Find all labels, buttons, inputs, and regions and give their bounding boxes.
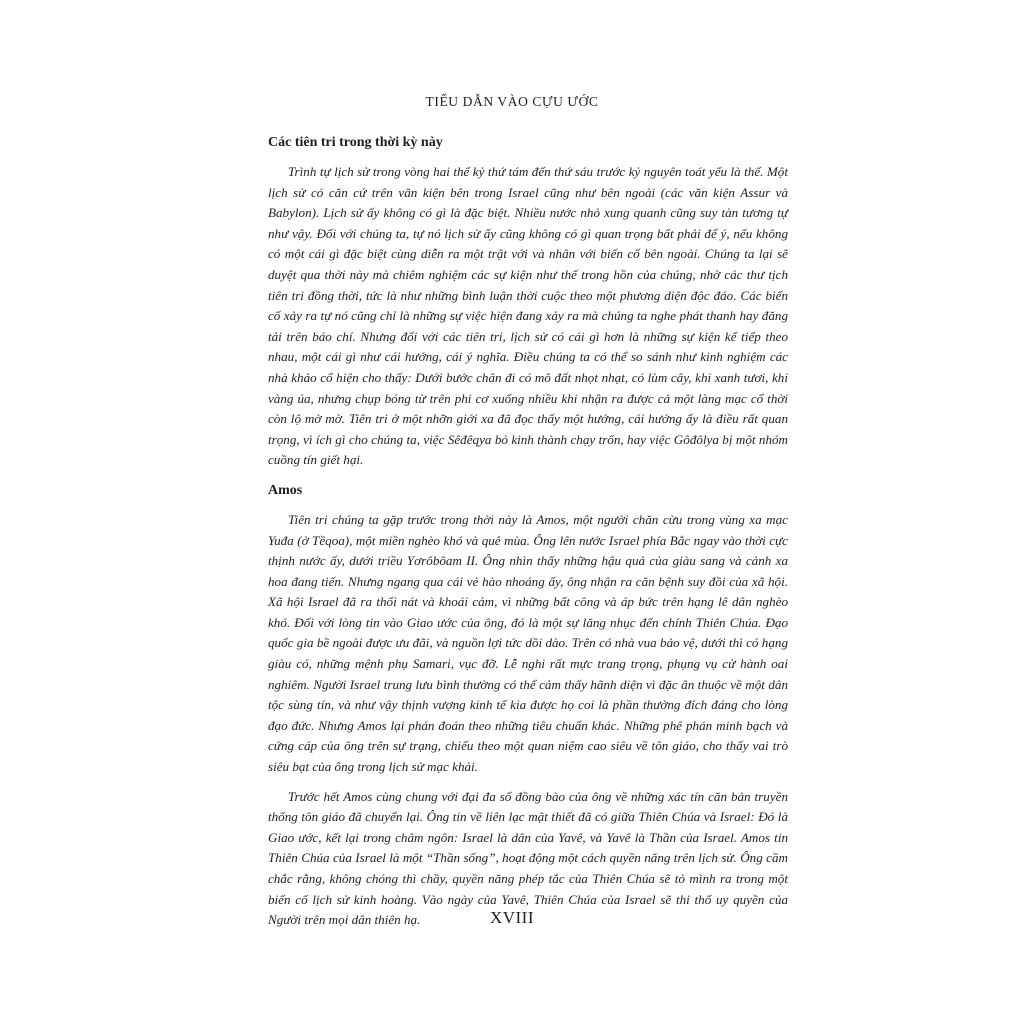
paragraph-amos-1: Tiên tri chúng ta gặp trước trong thời này là Amos, một người chăn cừu trong vùng xa mạc Yuđa (ở Tềqoa), một miền nghèo khó và quê mùa. Ông lên nước Israel phía Bắc ngay vào thời cực thịnh nước ấy, dưới triều Yơrôbôam II. Ông nhìn thấy những hậu quả của giàu sang và cảnh xa hoa đang tiến. Nhưng ngang qua cái vẻ hào nhoáng ấy, ông nhận ra căn bệnh suy đồi của xã hội. Xã hội Israel đã ra thối nát và khoái cảm, vì những bất công và áp bức trên hạng lê dân nghèo khó. Đối với lòng tin vào Giao ước của ông, đó là một sự lăng nhục đến chính Thiên Chúa. Đạo quốc gia bề ngoài được ưu đãi, và nguồn lợi tức dồi dào. Trên có nhà vua bảo vệ, dưới thì có hạng giàu có, những mệnh phụ Samari, vục đỡ. Lễ nghi rất mực trang trọng, phụng vụ cử hành oai nghiêm. Người Israel trung lưu bình thường có thể cảm thấy hãnh diện vì đặc ân thuộc về một dân tộc sùng tín, và như vậy thịnh vượng kinh tế kia được họ coi là phần thưởng đích đáng cho lòng đạo đức. Nhưng Amos lại phán đoán theo những tiêu chuẩn khác. Những phê phán minh bạch và cứng cáp của ông trên sự trạng, chiếu theo một quan niệm cao siêu về tôn giáo, cho thấy vai trò siêu bạt của ông trong lịch sử mạc khải. (268, 511, 788, 775)
page-number: XVIII (489, 908, 535, 927)
section-heading-prophets: Các tiên tri trong thời kỳ này (268, 135, 443, 150)
paragraph-amos-2: Trước hết Amos cùng chung với đại đa số đồng bào của ông về những xác tín căn bản truyền thống tôn giáo đã chuyển lại. Ông tin về liên lạc mật thiết đã có giữa Thiên Chúa và Israel: Đó là Giao ước, kết lại trong châm ngôn: Israel là dân của Yavê, và Yavê là Thần của Israel. Amos tin Thiên Chúa của Israel là một “Thần sống”, hoạt động một cách quyền năng trên lịch sử. Ông cầm chắc rằng, không chóng thì chầy, quyền năng phép tắc của Thiên Chúa sẽ tỏ mình ra trong một biến cố lịch sử kinh hoàng. Vào ngày của Yavê, Thiên Chúa của Israel sẽ thi thố uy quyền của Người trên mọi dân thiên hạ. (268, 788, 788, 928)
running-header: TIỂU DẪN VÀO CỰU ƯỚC (425, 94, 599, 109)
page-body (268, 132, 788, 931)
paragraph-prophets: Trình tự lịch sử trong vòng hai thế kỷ thứ tám đến thứ sáu trước kỷ nguyên toát yếu là thế. Một lịch sử có căn cứ trên văn kiện bên trong Israel cũng như bên ngoài (các văn kiện Assur và Babylon). Lịch sử ấy không có gì là đặc biệt. Nhiều nước nhỏ xung quanh cũng suy tàn tương tự như vậy. Đối với chúng ta, tự nó lịch sử ấy cũng không có gì quan trọng bất phải để ý, nếu không có một cái gì đặc biệt cùng diễn ra một trật với và nhân với biến cố bên ngoài. Chúng ta lại sẽ duyệt qua thời này mà chiêm nghiệm các sự kiện như thế trong hồn của chúng, nhờ các thư tịch tiên tri đồng thời, tức là như những bình luận thời cuộc theo một phương diện độc đáo. Các biến cố xảy ra tự nó cũng chỉ là những sự việc hiện đang xảy ra mà chúng ta nghe phát thanh hay đăng tải trên báo chí. Nhưng đối với các tiên tri, lịch sử có cái gì hơn là những sự kiện kế tiếp theo nhau, một cái gì như cái hướng, cái ý nghĩa. Điều chúng ta có thể so sánh như kinh nghiệm các nhà khảo cổ hiện cho thấy: Dưới bước chân đi có mô đất nhọt nhạt, có lùm cây, khi xanh tươi, khi vàng úa, nhưng chụp bóng từ trên phi cơ xuống nhiều khi nhận ra được cả một làng mạc cổ thời còn lộ mờ mờ. Tiên tri ở một nhỡn giới xa đã đọc thấy một hướng, cái hướng ấy là điều rất quan trọng, vì ích gì cho chúng ta, việc Sêđêqya bỏ kinh thành chạy trốn, hay việc Gôđôlya bị một nhóm cuồng tín giết hại. (268, 164, 788, 468)
section-heading-amos: Amos (268, 482, 303, 498)
